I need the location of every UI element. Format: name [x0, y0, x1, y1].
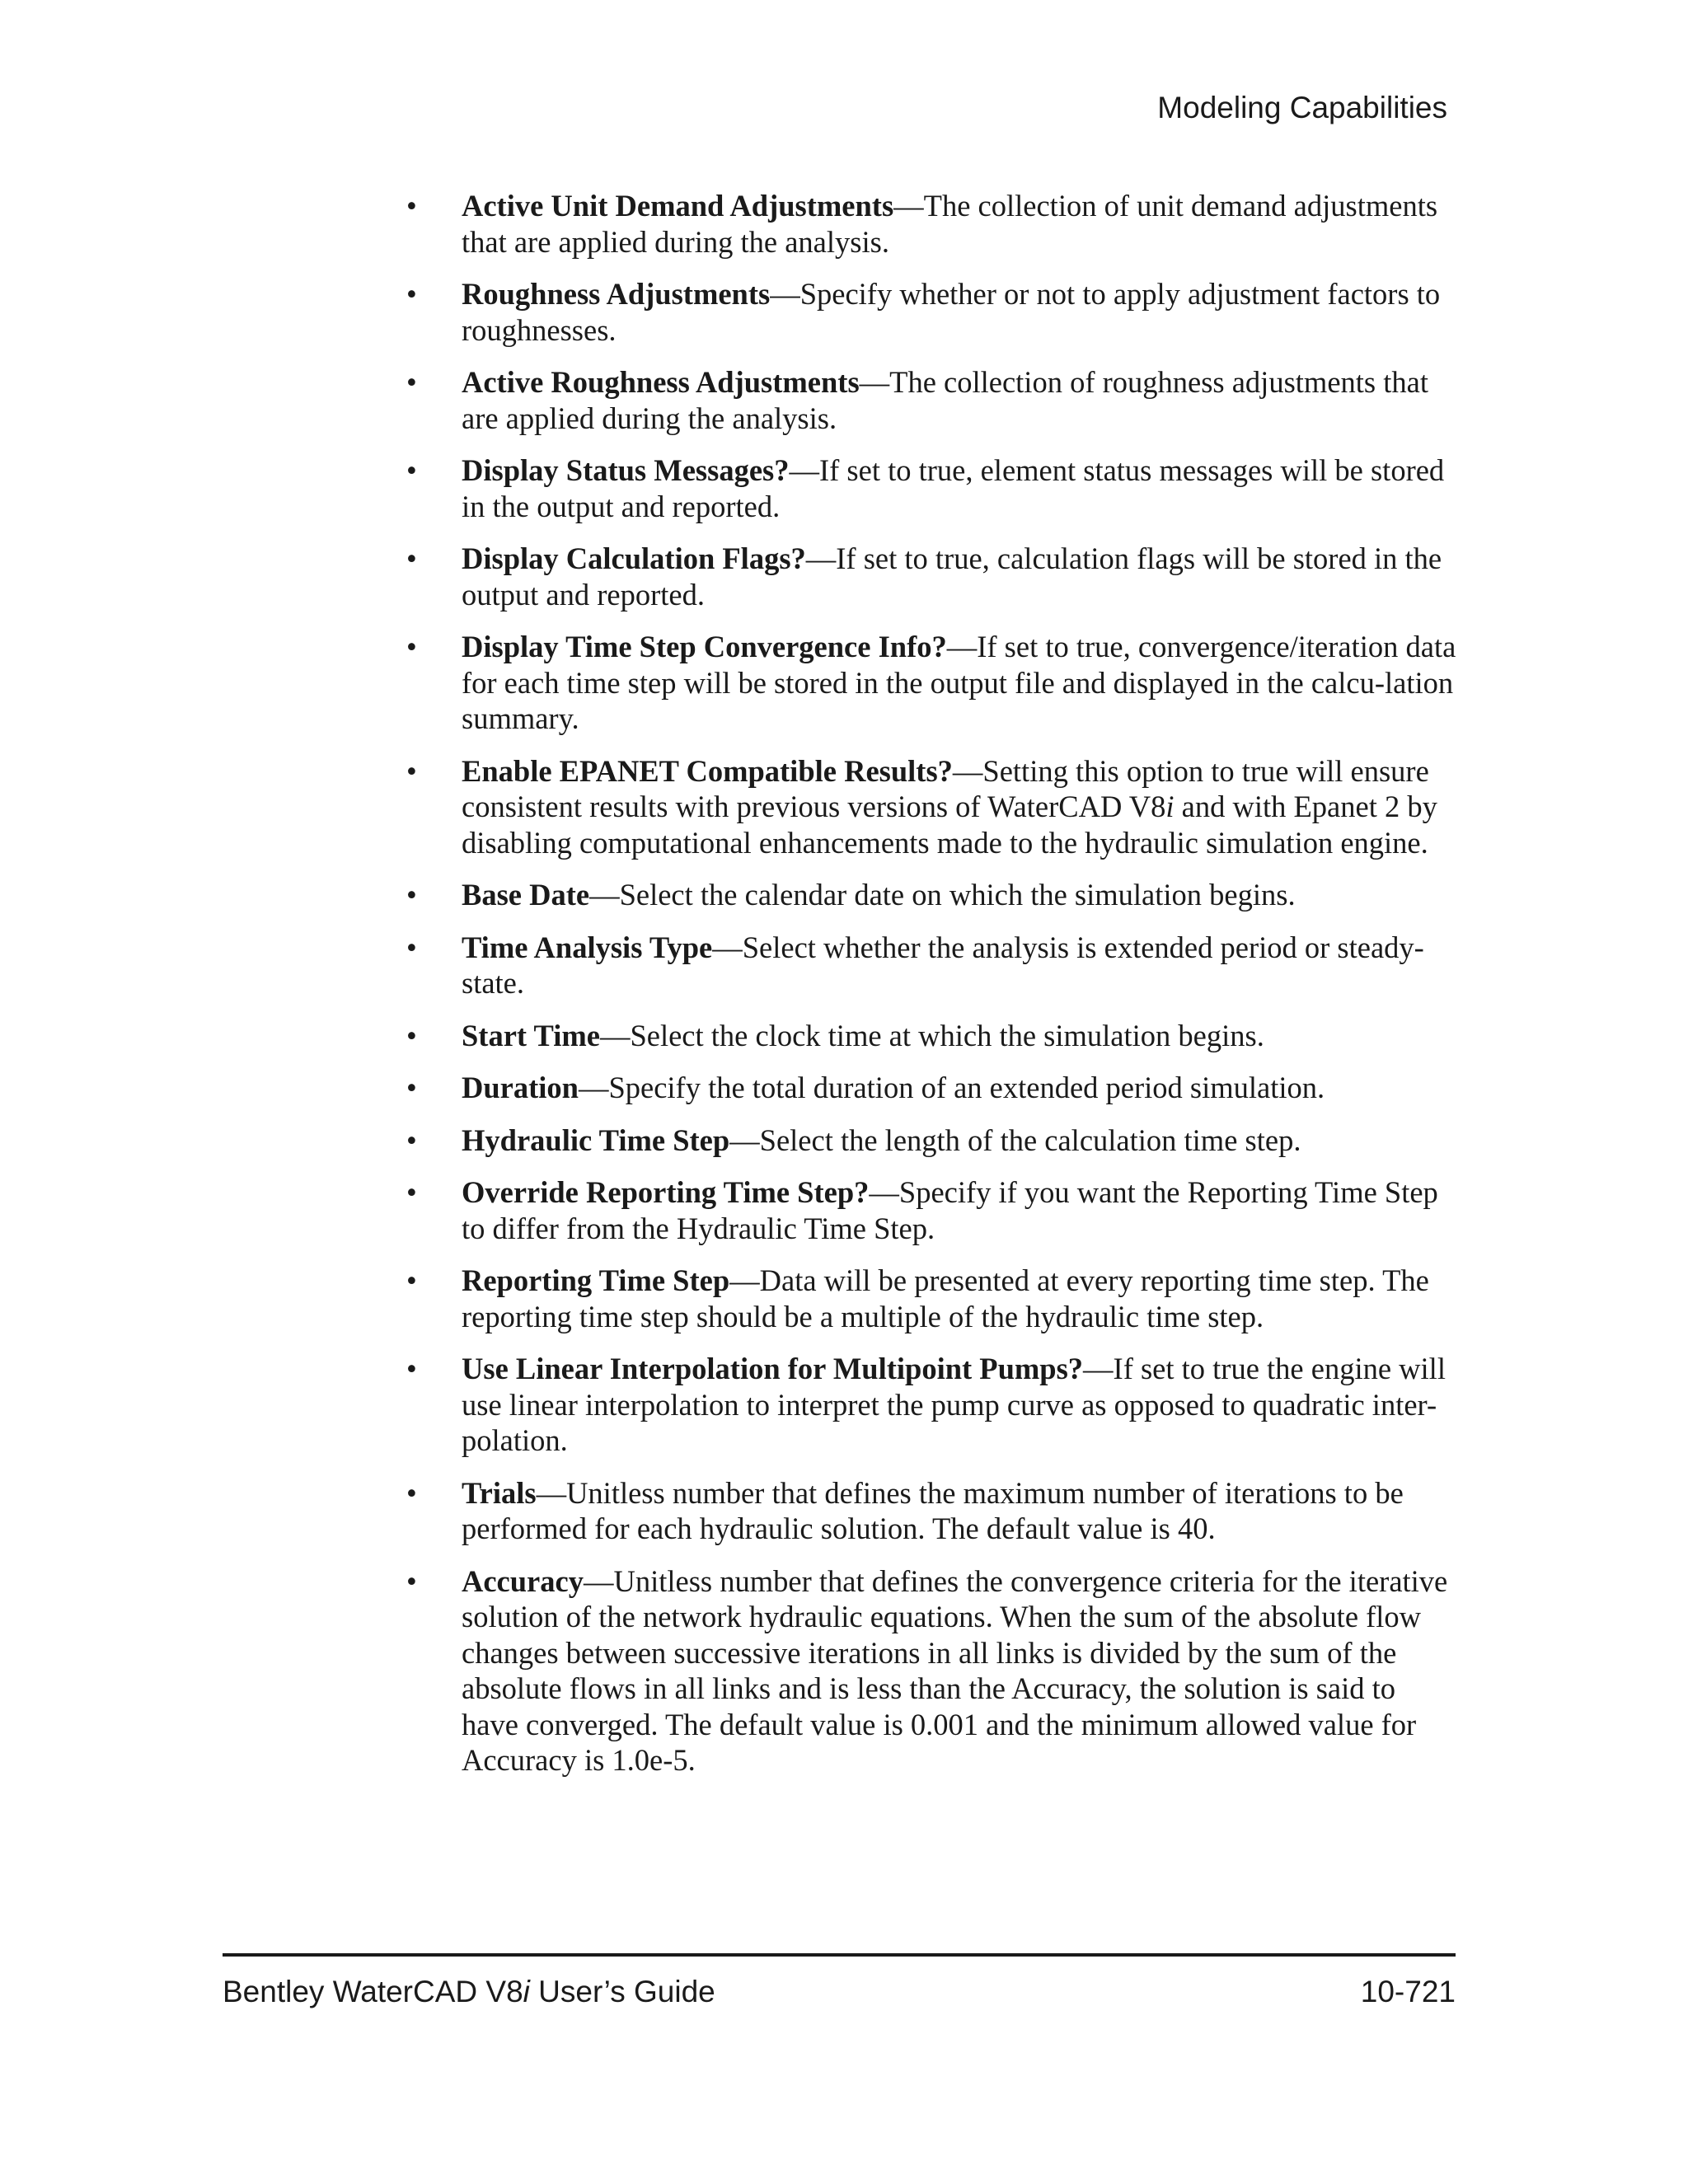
- list-item: [404, 1351, 1459, 1459]
- item-term: Duration: [462, 1071, 579, 1104]
- list-item: [404, 629, 1459, 737]
- footer-book-title: [223, 1973, 715, 2011]
- item-description: —Specify whether or not to apply adjustment factors to roughnesses.: [462, 277, 1441, 347]
- item-term: Start Time: [462, 1018, 600, 1052]
- bullet-icon: •: [406, 1175, 417, 1209]
- item-term: Override Reporting Time Step?: [462, 1175, 870, 1209]
- item-description: —If set to true, element status messages will be stored in the output and reported.: [462, 453, 1445, 523]
- list-item: [404, 1018, 1459, 1054]
- item-description: —Specify the total duration of an extended period simulation.: [578, 1071, 1325, 1104]
- list-item: [404, 364, 1459, 436]
- page-number: 10-721: [1360, 1975, 1456, 2008]
- item-description: —Data will be presented at every reporting time step. The reporting time step should be a multiple of the hydraulic time step.: [462, 1263, 1429, 1333]
- item-description: —If set to true, calculation flags will be stored in the output and reported.: [462, 541, 1442, 612]
- item-term: Roughness Adjustments: [462, 277, 771, 311]
- bullet-icon: •: [406, 1563, 417, 1598]
- option-list: [404, 188, 1459, 1795]
- list-item: [404, 1475, 1459, 1547]
- item-term: Active Roughness Adjustments: [462, 365, 860, 399]
- item-description: —Select whether the analysis is extended period or steady-state.: [462, 930, 1424, 1000]
- bullet-icon: •: [406, 1122, 417, 1157]
- item-description-italic: i: [1165, 790, 1175, 823]
- item-term: Active Unit Demand Adjustments: [462, 189, 894, 223]
- list-item: [404, 188, 1459, 260]
- footer-divider: [223, 1953, 1456, 1957]
- bullet-icon: •: [406, 365, 417, 399]
- list-item: [404, 1263, 1459, 1334]
- list-item: [404, 276, 1459, 348]
- bullet-icon: •: [406, 189, 417, 223]
- item-term: Enable EPANET Compatible Results?: [462, 753, 953, 788]
- item-description: —The collection of unit demand adjustments that are applied during the analysis.: [462, 189, 1438, 259]
- item-description: —Unitless number that defines the convergence criteria for the iterative solution of the network hydraulic equations. When the sum of the absolute flow changes between successive iterations in all links is divided by the sum of the absolute flows in all links and is less than the Accuracy, the solution is said to have converged. The default value is 0.001 and the minimum allowed value for Accuracy is 1.0e-5.: [462, 1563, 1448, 1777]
- bullet-icon: •: [406, 753, 417, 788]
- bullet-icon: •: [406, 277, 417, 311]
- list-item: [404, 930, 1459, 1001]
- item-description: —Specify if you want the Reporting Time Step to differ from the Hydraulic Time Step.: [462, 1175, 1438, 1245]
- footer-title-italic: i: [523, 1975, 530, 2008]
- item-term: Display Status Messages?: [462, 453, 790, 487]
- item-term: Accuracy: [462, 1563, 584, 1598]
- item-description: —The collection of roughness adjustments that are applied during the analysis.: [462, 365, 1428, 435]
- footer-title-text: Bentley WaterCAD V8: [223, 1975, 523, 2008]
- item-term: Reporting Time Step: [462, 1263, 730, 1297]
- list-item: [404, 1563, 1459, 1779]
- item-term: Hydraulic Time Step: [462, 1122, 730, 1157]
- list-item: [404, 1122, 1459, 1159]
- list-item: [404, 877, 1459, 913]
- bullet-icon: •: [406, 453, 417, 487]
- list-item: [404, 452, 1459, 524]
- item-description: —If set to true the engine will use linear interpolation to interpret the pump curve as opposed to quadratic inter-polation.: [462, 1352, 1446, 1457]
- bullet-icon: •: [406, 878, 417, 912]
- item-description: —Setting this option to true will ensure consistent results with previous versions of WaterCAD V8: [462, 753, 1429, 823]
- bullet-icon: •: [406, 630, 417, 663]
- item-term: Time Analysis Type: [462, 930, 713, 964]
- footer-title-suffix: User’s Guide: [529, 1975, 715, 2008]
- item-term: Base Date: [462, 878, 590, 912]
- item-term: Use Linear Interpolation for Multipoint Pumps?: [462, 1352, 1084, 1385]
- bullet-icon: •: [406, 930, 417, 964]
- item-description: —If set to true, convergence/iteration data for each time step will be stored in the output file and displayed in the calcu-lation summary.: [462, 630, 1456, 735]
- list-item: [404, 541, 1459, 612]
- list-item: [404, 753, 1459, 861]
- list-item: [404, 1174, 1459, 1246]
- bullet-icon: •: [406, 1071, 417, 1104]
- bullet-icon: •: [406, 1475, 417, 1510]
- list-item: [404, 1070, 1459, 1106]
- bullet-icon: •: [406, 1263, 417, 1297]
- item-term: Display Time Step Convergence Info?: [462, 630, 947, 663]
- item-description: —Unitless number that defines the maximum number of iterations to be performed for each hydraulic solution. The default value is 40.: [462, 1475, 1404, 1545]
- bullet-icon: •: [406, 1352, 417, 1385]
- item-term: Display Calculation Flags?: [462, 541, 806, 575]
- item-description-continued: and with Epanet 2 by disabling computational enhancements made to the hydraulic simulation engine.: [462, 790, 1437, 860]
- item-description: —Select the length of the calculation time step.: [729, 1122, 1301, 1157]
- item-term: Trials: [462, 1475, 537, 1510]
- item-description: —Select the calendar date on which the simulation begins.: [589, 878, 1296, 912]
- bullet-icon: •: [406, 541, 417, 575]
- running-header: Modeling Capabilities: [1157, 91, 1447, 124]
- bullet-icon: •: [406, 1018, 417, 1052]
- item-description: —Select the clock time at which the simulation begins.: [599, 1018, 1264, 1052]
